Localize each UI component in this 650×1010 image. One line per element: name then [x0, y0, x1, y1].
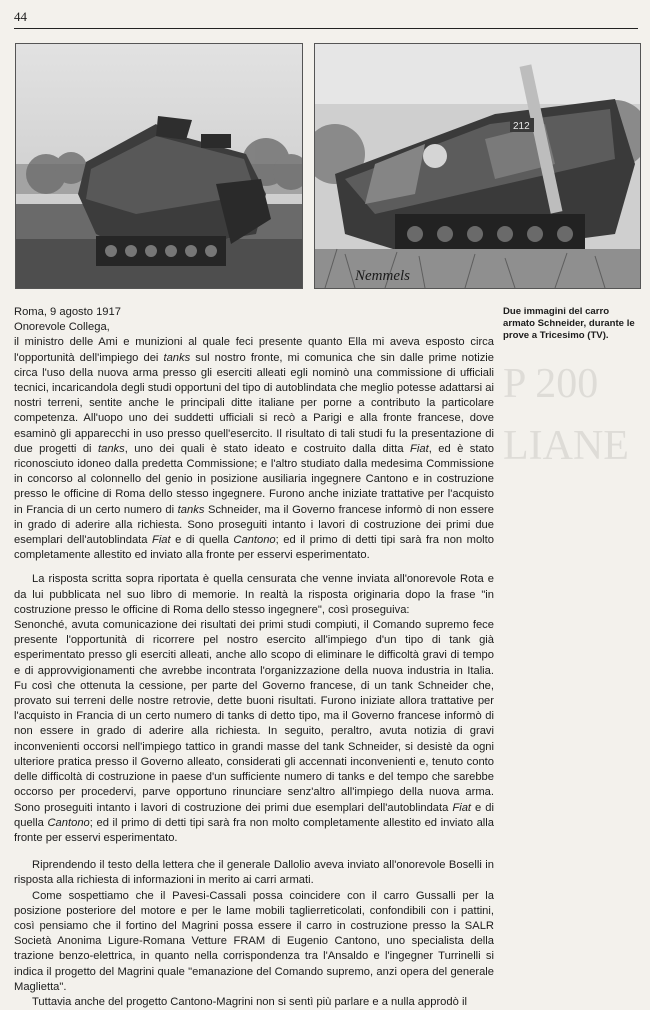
photographer-signature: Nemmels: [355, 268, 410, 284]
page-number: 44: [14, 9, 27, 24]
letter-salutation: Onorevole Collega,: [14, 321, 110, 334]
paragraph-1: La risposta scritta sopra riportata è quella censurata che venne inviata all'onorevole Rota e da lui pubblicata nel suo libro di memorie. In realtà la risposta originaria dopo la frase "in costruzione presso le officine di Roma dello stesso ingegnere", così proseguiva:: [14, 573, 494, 616]
paragraph-3: Come sospettiamo che il Pavesi-Cassali possa coincidere con il carro Gussalli per la posizione posteriore del motore e per le lame mobili taglierreticolati, confondibili con i pattini, così pensiamo che il fortino del Magrini possa essere il carro in costruzione presso la SALR Società Anonima Ligure-Romana Vetture FRAM di Eugenio Cantono, uno specialista della trazione benzo-elettrica, in quanto nella corrispondenza tra l'Ansaldo e l'ingegner Turrinelli si indica il progetto del Magrini quale "emanazione del Comando supremo, anzi opera del generale Maglietta".: [14, 889, 494, 993]
tank-photo-left-image: [16, 44, 302, 288]
paragraph-4: Tuttavia anche del progetto Cantono-Magrini non si sentì più parlare e a nulla approdò il: [32, 995, 467, 1008]
header-rule: [14, 28, 638, 29]
paragraph-2: Riprendendo il testo della lettera che il generale Dallolio aveva inviato all'onorevole Boselli in risposta alla richiesta di informazioni in merito ai carri armati.: [14, 859, 494, 887]
photo-caption: Due immagini del carro armato Schneider, durante le prove a Tricesimo (TV).: [503, 306, 635, 341]
tank-photo-right-image: [315, 44, 640, 288]
tank-photo-right: [314, 43, 641, 289]
tank-hull-number: 212: [513, 121, 530, 132]
quoted-original: Senonché, avuta comunicazione dei risultati dei primi studi compiuti, il Comando supremo fece presente l'opportunità di ricorrere pel nostro esercito all'impiego d'un tipo di tank già esperimentato presso gli eserciti alleati, anche allo scopo di eliminare le difficoltà gravi di tempo e di approvvigionamenti che avrebbe incontrata l'organizzazione della nuova industria in Italia. Fu così che ottenuta la cessione, per parte del Governo francese, di un tank Schneider che, provato sui terreni delle nostre retrovie, dette buoni risultati. Furono iniziate allora trattative per l'acquisto in Francia di un certo numero di tanks di detto tipo, ma il Governo francese informò di non essere in grado di aderire alla richiesta. In seguito, peraltro, avuta notizia di gravi inconvenienti occorsi nell'impiego tattico in grandi masse del tank Schneider, si desistè da ogni ulteriore pratica presso il Governo alleato, considerati gli accennati inconvenienti e, tenuto conto delle difficoltà di costruzione in paese d'un sufficiente numero di tanks e del tempo che sarebbe occorso per procedervi, parve opportuno rinunciare senz'altro all'impiego della nuova arma. Sono proseguiti intanto i lavori di costruzione dei primi due esemplari dell'autoblindata Fiat e di quella Cantono; ed il primo di detti tipi sarà fra non molto completamente allestito ed inviato alla fronte per esservi esperimentato.: [14, 619, 494, 844]
article-body: [14, 305, 494, 1010]
bleed-through-text: P 200 LIANE: [503, 361, 629, 469]
letter-body: il ministro delle Ami e munizioni al quale feci presente quanto Ella mi aveva esposto circa l'opportunità dell'impiego dei tanks sul nostro fronte, mi comunica che sin dalle prime notizie circa l'uso della nuova arma presso gli eserciti alleati egli nominò una commissione di ufficiali tecnici, incaricandola degli studi opportuni del tipo di autoblindata che meglio potesse adattarsi ai nostri terreni, sentite anche le principali ditte italiane per porne a contributo la particolare competenza. All'uopo uno dei suddetti ufficiali si recò a Parigi e alla fronte francese, dove esaminò gli apparecchi in uso presso quell'esercito. Il risultato di tali studi fu la presentazione di due progetti di tanks, uno dei quali è stato ideato e costruito dalla ditta Fiat, ed è stato riconosciuto idoneo dalla predetta Commissione; e l'altro studiato dalla medesima Commissione in concorso al colonnello del genio in posizione ausiliaria ingegnere Cantono e in costruzione presso le officine di Roma dello stesso ingegnere. Furono anche iniziate trattative per l'acquisto in Francia di un certo numero di tanks Schneider, ma il Governo francese informò di non essere in grado di aderire alla richiesta. Sono proseguiti intanto i lavori di costruzione dei primi due esemplari dell'autoblindata Fiat e di quella Cantono; ed il primo di detti tipi sarà fra non molto completamente allestito ed inviato alla fronte per esservi esperimentato.: [14, 336, 495, 562]
tank-photo-left: [15, 43, 303, 289]
letter-dateline: Roma, 9 agosto 1917: [14, 306, 121, 318]
